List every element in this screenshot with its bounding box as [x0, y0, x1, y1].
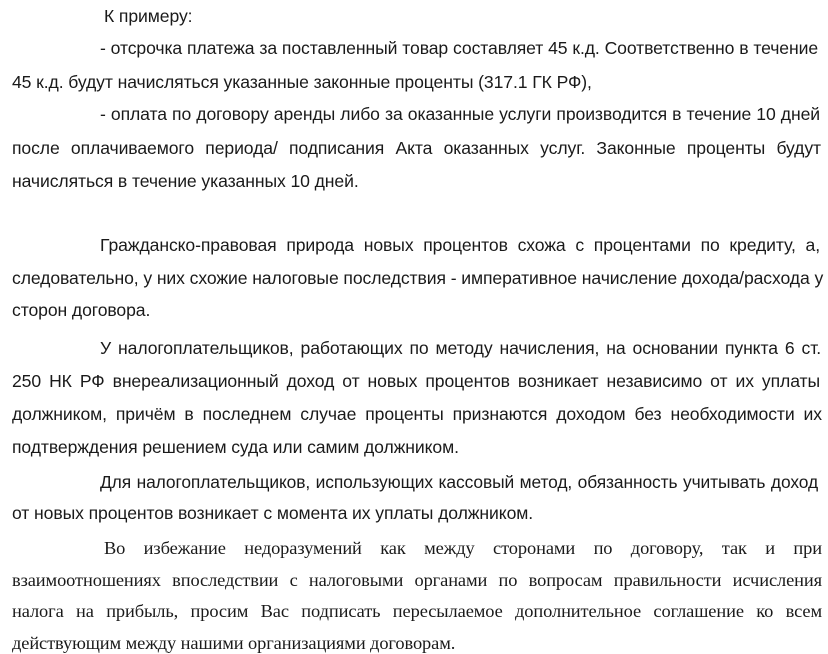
- text-line: 45 к.д. будут начисляться указанные законные проценты (317.1 ГК РФ),: [12, 72, 592, 92]
- text-line: от новых процентов возникает с момента их уплаты должником.: [12, 503, 534, 523]
- text-line: - отсрочка платежа за поставленный товар составляет 45 к.д. Соответственно в течение: [100, 38, 818, 58]
- text-line: налога на прибыль, просим Вас подписать пересылаемое дополнительное соглашение ко всем: [12, 601, 822, 621]
- text-line: Гражданско-правовая природа новых процентов схожа с процентами по кредиту, а,: [100, 235, 820, 255]
- text-line: Во избежание недоразумений как между сторонами по договору, так и при: [104, 538, 822, 558]
- text-line: следовательно, у них схожие налоговые последствия - императивное начисление дохода/расхода у: [12, 268, 824, 288]
- text-line: начисляться в течение указанных 10 дней.: [12, 171, 359, 191]
- text-line: после оплачиваемого периода/ подписания Акта оказанных услуг. Законные проценты будут: [12, 138, 821, 158]
- text-line: Для налогоплательщиков, использующих кассовый метод, обязанность учитывать доход: [100, 472, 818, 492]
- text-line: действующим между нашими организациями договорам.: [12, 633, 456, 653]
- text-line: должником, причём в последнем случае проценты признаются доходом без необходимости их: [12, 404, 822, 424]
- text-line: подтверждения решением суда или самим должником.: [12, 437, 459, 457]
- text-line: - оплата по договору аренды либо за оказанные услуги производится в течение 10 дней: [100, 104, 820, 124]
- text-line: У налогоплательщиков, работающих по методу начисления, на основании пункта 6 ст.: [100, 338, 821, 358]
- text-line: сторон договора.: [12, 300, 151, 320]
- example-heading: К примеру:: [104, 6, 193, 26]
- text-line: взаимоотношениях впоследствии с налоговыми органами по вопросам правильности исчисления: [12, 570, 822, 590]
- text-line: 250 НК РФ внереализационный доход от новых процентов возникает независимо от их уплаты: [12, 371, 820, 391]
